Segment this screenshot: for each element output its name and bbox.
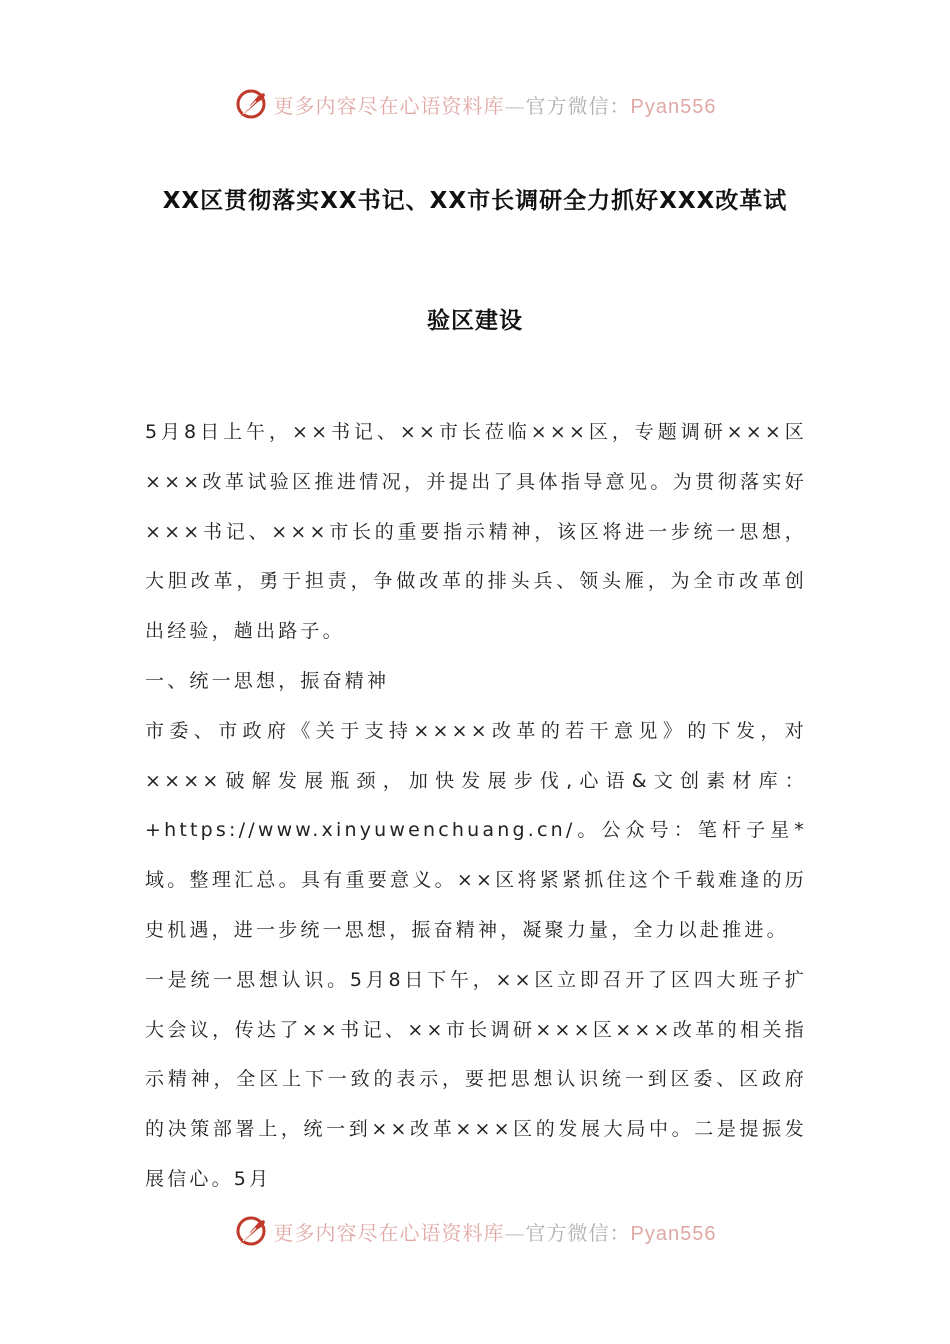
paragraph-intro: 5月8日上午，××书记、××市长莅临×××区，专题调研×××区×××改革试验区推进情况，并提出了具体指导意见。为贯彻落实好×××书记、×××市长的重要指示精神，该区将进一步统一思想，大胆改革，勇于担责，争做改革的排头兵、领头雁，为全市改革创出经验，趟出路子。	[145, 421, 807, 643]
watermark-separator: —	[504, 93, 526, 118]
document-title-line-2: 验区建设	[427, 308, 523, 334]
footer-watermark	[0, 1211, 950, 1251]
quill-logo-icon	[234, 1214, 268, 1248]
quill-logo-icon	[234, 87, 268, 121]
watermark-site: 更多内容尽在心语资料库	[273, 93, 505, 118]
watermark-wechat-id: Pyan556	[630, 1222, 717, 1245]
section-heading-1: 一、统一思想，振奋精神	[145, 669, 390, 692]
header-watermark	[0, 84, 950, 124]
paragraph-measures: 一是统一思想认识。5月8日下午，××区立即召开了区四大班子扩大会议，传达了××书记、××市长调研×××区×××改革的相关指示精神，全区上下一致的表示，要把思想认识统一到区委、区政府的决策部署上，统一到××改革×××区的发展大局中。二是提振发展信心。5月	[145, 968, 807, 1190]
watermark-label: 官方微信：	[525, 1220, 631, 1245]
document-body	[145, 408, 807, 1205]
watermark-separator: —	[504, 1220, 526, 1245]
watermark-wechat-id: Pyan556	[630, 95, 717, 118]
paragraph-section-1: 市委、市政府《关于支持××××改革的若干意见》的下发，对××××破解发展瓶颈，加快发展步伐,心语&文创素材库：+https://www.xinyuwenchuang.cn/。公众号：笔杆子星*域。整理汇总。具有重要意义。××区将紧紧抓住这个千载难逢的历史机遇，进一步统一思想，振奋精神，凝聚力量，全力以赴推进。	[145, 719, 807, 941]
watermark-text	[274, 90, 717, 119]
watermark-site: 更多内容尽在心语资料库	[273, 1220, 505, 1245]
watermark-label: 官方微信：	[525, 93, 631, 118]
watermark-text	[274, 1217, 717, 1246]
document-title-line-1: XX区贯彻落实XX书记、XX市长调研全力抓好XXX改革试	[162, 188, 788, 214]
